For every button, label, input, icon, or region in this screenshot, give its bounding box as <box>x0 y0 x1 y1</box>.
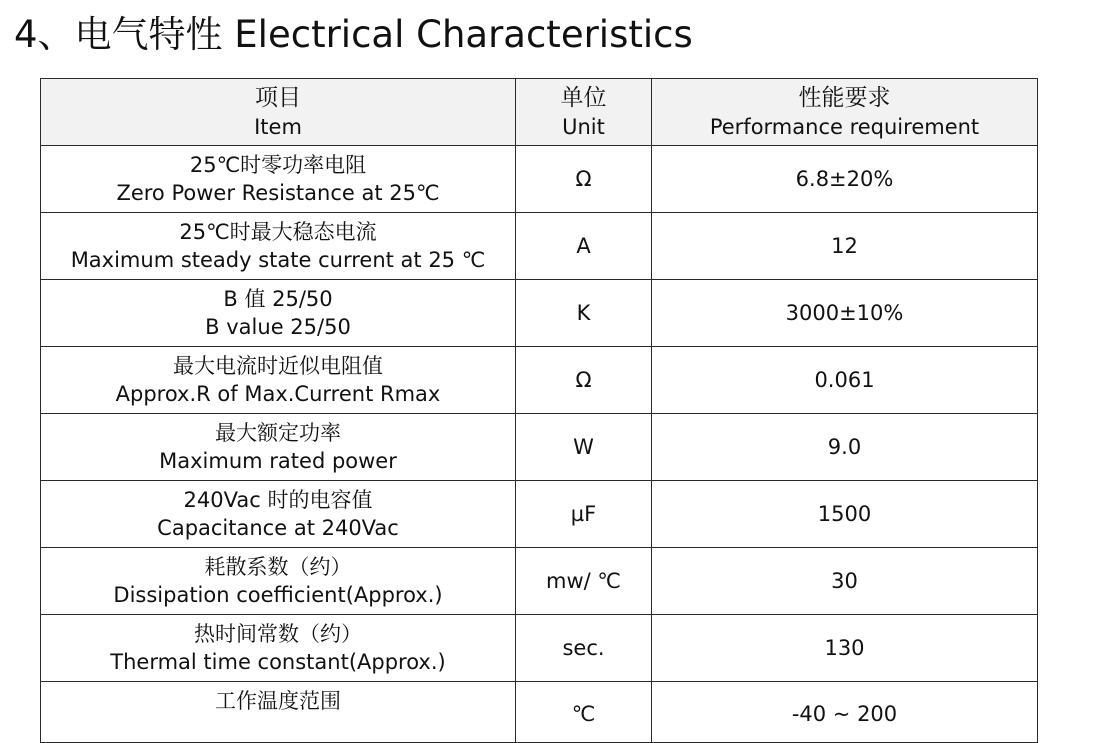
value-cell <box>652 682 1038 743</box>
item-cell <box>41 481 516 548</box>
unit-cell: A <box>516 213 652 280</box>
header-unit-en: Unit <box>562 115 605 139</box>
item-zh: 25℃时最大稳态电流 <box>179 220 377 244</box>
header-unit-zh: 单位 <box>560 85 607 111</box>
item-cell <box>41 146 516 213</box>
table-row <box>41 146 1038 213</box>
table-header-row <box>41 79 1038 146</box>
value-cell: 3000±10% <box>652 280 1038 347</box>
item-en: Capacitance at 240Vac <box>157 516 399 540</box>
item-cell <box>41 548 516 615</box>
item-zh: 最大电流时近似电阻值 <box>173 354 383 378</box>
unit-cell: Ω <box>516 347 652 414</box>
table-row <box>41 481 1038 548</box>
table-row <box>41 615 1038 682</box>
item-cell <box>41 280 516 347</box>
item-en: Maximum steady state current at 25 ℃ <box>70 248 486 272</box>
header-performance-zh: 性能要求 <box>798 85 891 111</box>
unit-cell <box>516 682 652 743</box>
unit-cell: mw/ ℃ <box>516 548 652 615</box>
item-en: Zero Power Resistance at 25℃ <box>116 181 440 205</box>
unit-cell: K <box>516 280 652 347</box>
item-cell <box>41 414 516 481</box>
header-item-zh: 项目 <box>255 85 301 111</box>
unit-value: ℃ <box>571 702 596 726</box>
value-cell: 12 <box>652 213 1038 280</box>
item-zh: 最大额定功率 <box>215 421 341 445</box>
item-en: Maximum rated power <box>159 449 397 473</box>
table-row <box>41 414 1038 481</box>
header-unit <box>516 79 652 146</box>
value-cell: 0.061 <box>652 347 1038 414</box>
item-en: Thermal time constant(Approx.) <box>110 650 446 674</box>
unit-cell: Ω <box>516 146 652 213</box>
item-en: B value 25/50 <box>205 315 351 339</box>
table-row <box>41 682 1038 743</box>
table-row <box>41 213 1038 280</box>
item-cell <box>41 213 516 280</box>
header-performance <box>652 79 1038 146</box>
unit-cell: µF <box>516 481 652 548</box>
item-zh: 240Vac 时的电容值 <box>183 488 373 512</box>
unit-cell: sec. <box>516 615 652 682</box>
item-cell <box>41 347 516 414</box>
value-cell: 130 <box>652 615 1038 682</box>
item-zh: 热时间常数（约） <box>194 622 362 646</box>
value-cell: 9.0 <box>652 414 1038 481</box>
section-heading: 4、电气特性 Electrical Characteristics <box>14 13 693 56</box>
header-item-en: Item <box>254 115 302 139</box>
item-zh: B 值 25/50 <box>223 287 333 311</box>
table-row <box>41 280 1038 347</box>
header-performance-en: Performance requirement <box>709 115 980 139</box>
unit-cell: W <box>516 414 652 481</box>
item-en: Approx.R of Max.Current Rmax <box>115 382 441 406</box>
item-zh: 工作温度范围 <box>215 689 341 713</box>
value-cell: 1500 <box>652 481 1038 548</box>
item-zh: 25℃时零功率电阻 <box>189 153 367 177</box>
value-cell: 30 <box>652 548 1038 615</box>
table-row <box>41 548 1038 615</box>
performance-value: -40 ~ 200 <box>791 702 898 726</box>
header-item <box>41 79 516 146</box>
item-en: Dissipation coefficient(Approx.) <box>113 583 443 607</box>
value-cell: 6.8±20% <box>652 146 1038 213</box>
electrical-characteristics-table <box>40 78 1038 743</box>
item-cell <box>41 615 516 682</box>
table-row <box>41 347 1038 414</box>
item-zh: 耗散系数（约） <box>204 555 352 579</box>
item-cell <box>41 682 516 743</box>
